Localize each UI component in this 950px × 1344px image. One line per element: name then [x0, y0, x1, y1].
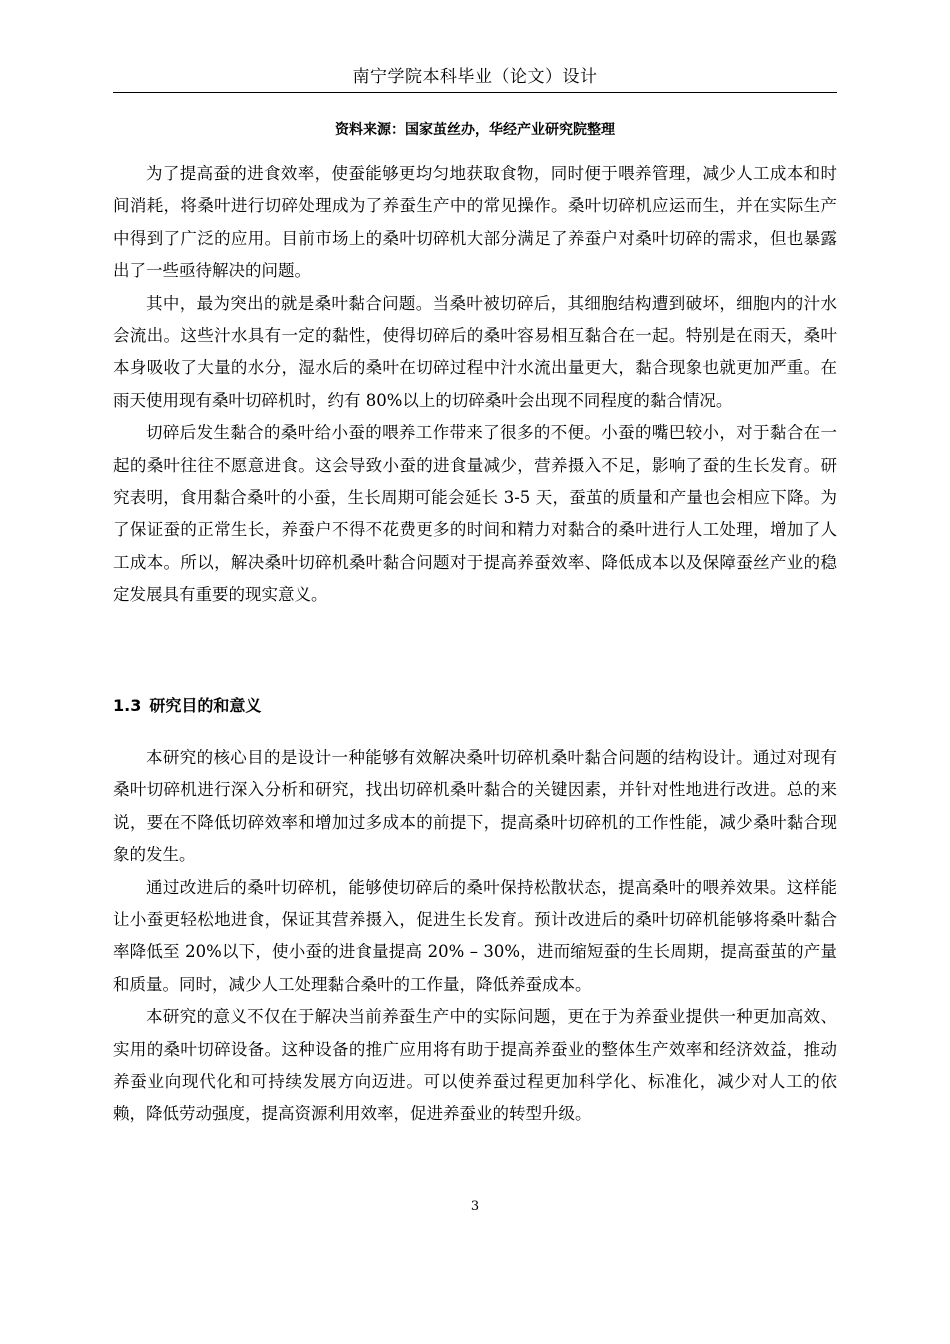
running-header: 南宁学院本科毕业（论文）设计	[352, 67, 598, 87]
header-rule	[113, 92, 837, 93]
paragraph: 本研究的核心目的是设计一种能够有效解决桑叶切碎机桑叶黏合问题的结构设计。通过对现有桑叶切碎机进行深入分析和研究，找出切碎机桑叶黏合的关键因素，并针对性地进行改进。总的来说，要在不降低切碎效率和增加过多成本的前提下，提高桑叶切碎机的工作性能，减少桑叶黏合现象的发生。	[113, 748, 837, 865]
paragraph: 本研究的意义不仅在于解决当前养蚕生产中的实际问题，更在于为养蚕业提供一种更加高效、实用的桑叶切碎设备。这种设备的推广应用将有助于提高养蚕业的整体生产效率和经济效益，推动养蚕业向现代化和可持续发展方向迈进。可以使养蚕过程更加科学化、标准化，减少对人工的依赖，降低劳动强度，提高资源利用效率，促进养蚕业的转型升级。	[113, 1007, 837, 1124]
paragraph: 为了提高蚕的进食效率，使蚕能够更均匀地获取食物，同时便于喂养管理，减少人工成本和时间消耗，将桑叶进行切碎处理成为了养蚕生产中的常见操作。桑叶切碎机应运而生，并在实际生产中得到了广泛的应用。目前市场上的桑叶切碎机大部分满足了养蚕户对桑叶切碎的需求，但也暴露出了一些亟待解决的问题。	[113, 164, 837, 281]
page-number: 3	[470, 1199, 480, 1214]
paragraph: 切碎后发生黏合的桑叶给小蚕的喂养工作带来了很多的不便。小蚕的嘴巴较小，对于黏合在一起的桑叶往往不愿意进食。这会导致小蚕的进食量减少，营养摄入不足，影响了蚕的生长发育。研究表明，食用黏合桑叶的小蚕，生长周期可能会延长 3-5 天，蚕茧的质量和产量也会相应下降。为了保证蚕的正常生长，养蚕户不得不花费更多的时间和精力对黏合的桑叶进行人工处理，增加了人工成本。所以，解决桑叶切碎机桑叶黏合问题对于提高养蚕效率、降低成本以及保障蚕丝产业的稳定发展具有重要的现实意义。	[113, 423, 837, 605]
body-text-after	[113, 742, 837, 1131]
section-heading	[113, 692, 261, 720]
paragraph: 其中，最为突出的就是桑叶黏合问题。当桑叶被切碎后，其细胞结构遭到破坏，细胞内的汁水会流出。这些汁水具有一定的黏性，使得切碎后的桑叶容易相互黏合在一起。特别是在雨天，桑叶本身吸收了大量的水分，湿水后的桑叶在切碎过程中汁水流出量更大，黏合现象也就更加严重。在雨天使用现有桑叶切碎机时，约有 80%以上的切碎桑叶会出现不同程度的黏合情况。	[113, 293, 837, 410]
paragraph: 通过改进后的桑叶切碎机，能够使切碎后的桑叶保持松散状态，提高桑叶的喂养效果。这样能让小蚕更轻松地进食，保证其营养摄入，促进生长发育。预计改进后的桑叶切碎机能够将桑叶黏合率降低至 20%以下，使小蚕的进食量提高 20% – 30%，进而缩短蚕的生长周期，提高蚕茧的产量和质量。同时，减少人工处理黏合桑叶的工作量，降低养蚕成本。	[113, 877, 837, 994]
section-number: 1.3	[113, 696, 142, 715]
body-text-before	[113, 158, 837, 612]
section-title: 研究目的和意义	[149, 696, 262, 715]
source-note: 资料来源：国家茧丝办，华经产业研究院整理	[335, 122, 615, 138]
